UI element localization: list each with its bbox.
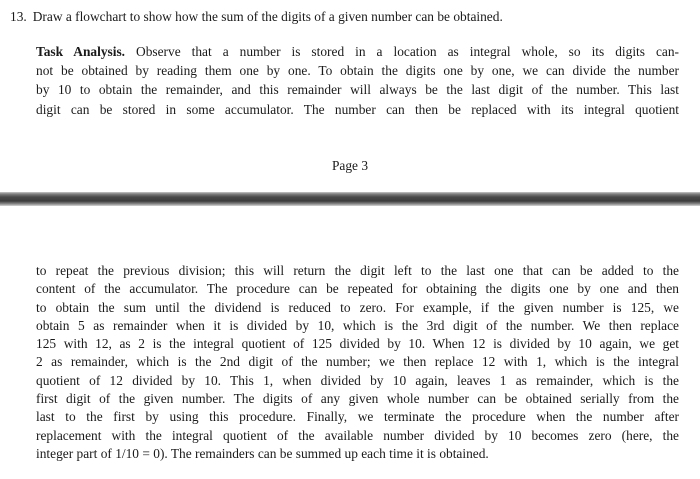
paragraph-line: quotient of 12 divided by 10. This 1, when divided by 10 again, leaves 1 as remainder, which is the <box>36 372 679 388</box>
paragraph-line: not be obtained by reading them one by one. To obtain the digits one by one, we can divide the number <box>36 63 679 79</box>
paragraph-line: replacement with the integral quotient of the available number divided by 10 becomes zero (here, the <box>36 427 679 443</box>
paragraph-line: by 10 to obtain the remainder, and this remainder will always be the last digit of the number. This last <box>36 82 679 98</box>
page-number-label: Page 3 <box>331 158 369 173</box>
task-analysis-paragraph-top <box>36 42 679 119</box>
task-analysis-paragraph-bottom <box>36 262 679 463</box>
question-text: Draw a flowchart to show how the sum of the digits of a given number can be obtained. <box>32 9 503 24</box>
page-top-section <box>0 0 700 190</box>
paragraph-line: obtain 5 as remainder when it is divided by 10, which is the 3rd digit of the number. We then replace <box>36 317 679 333</box>
paragraph-line: to obtain the sum until the dividend is reduced to zero. For example, if the given number is 125, we <box>36 299 679 315</box>
paragraph-line: digit can be stored in some accumulator. The number can then be replaced with its integral quotient <box>36 101 679 117</box>
paragraph-line <box>36 42 679 61</box>
paragraph-line: to repeat the previous division; this will return the digit left to the last one that can be added to the <box>36 263 679 278</box>
task-analysis-lead: Task Analysis. <box>36 44 126 59</box>
paragraph-line: integer part of 1/10 = 0). The remainders can be summed up each time it is obtained. <box>36 445 489 461</box>
paragraph-line-text: Observe that a number is stored in a location as integral whole, so its digits can- <box>136 44 679 59</box>
question-number: 13. <box>10 9 27 24</box>
page-break-divider <box>0 192 700 206</box>
paragraph-line: last to the first by using this procedure. Finally, we terminate the procedure when the number after <box>36 409 679 425</box>
paragraph-line: 2 as remainder, which is the 2nd digit of the number; we then replace 12 with 1, which is the integral <box>36 354 679 370</box>
question-heading <box>10 9 503 25</box>
paragraph-line: first digit of the given number. The digits of any given whole number can be obtained serially from the <box>36 391 679 407</box>
paragraph-line: content of the accumulator. The procedure can be repeated for obtaining the digits one by one and then <box>36 281 679 297</box>
paragraph-line: 125 with 12, as 2 is the integral quotient of 125 divided by 10. When 12 is divided by 10 again, we get <box>36 336 679 352</box>
